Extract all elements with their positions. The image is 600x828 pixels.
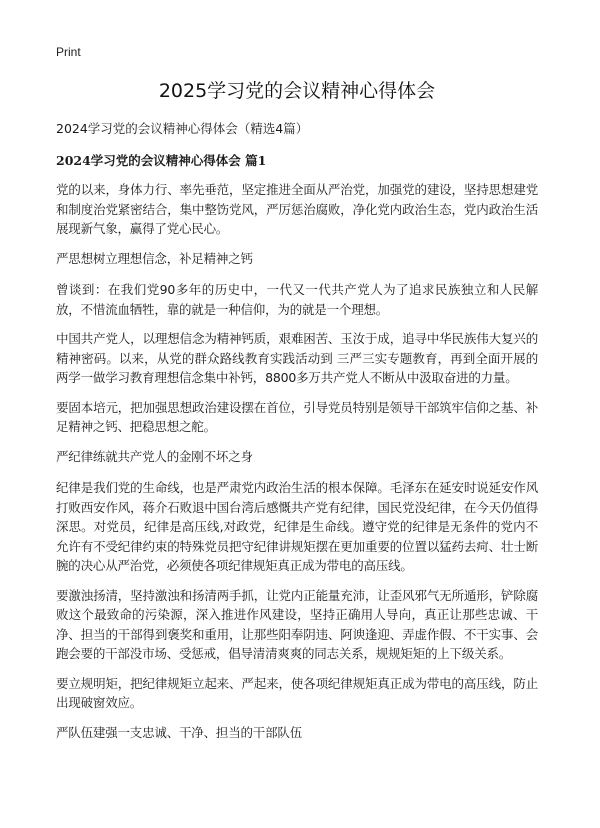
paragraph-subheading-team: 严队伍建强一支忠诚、干净、担当的干部队伍	[56, 724, 303, 740]
document-subtitle: 2024学习党的会议精神心得体会（精选4篇）	[56, 121, 309, 136]
document-title: 2025学习党的会议精神心得体会	[158, 80, 436, 102]
paragraph-clean: 要激浊扬清，坚持激浊和扬清两手抓，让党内正能量充沛，让歪风邪气无所遁形，铲除腐败这个最致命的污染源，深入推进作风建设，坚持正确用人导向，真正让那些忠诚、干净、担当的干部得到褒奖和重用，让那些阳奉阴违、阿谀逢迎、弄虚作假、不干实事、会跑会要的干部没市场、受惩戒，倡导清清爽爽的同志关系，规规矩矩的上下级关系。	[56, 587, 538, 661]
paragraph-subheading-ideals: 严思想树立理想信念，补足精神之钙	[56, 250, 253, 266]
paragraph-ideals: 中国共产党人，以理想信念为精神钙质，艰难困苦、玉汝于成，追寻中华民族伟大复兴的精神密码。以来，从党的群众路线教育实践活动到 三严三实专题教育，再到全面开展的两学一做学习教育理想信念集中补钙，8800多万共产党人不断从中汲取奋进的力量。	[56, 331, 538, 385]
paragraph-discipline: 纪律是我们党的生命线，也是严肃党内政治生活的根本保障。毛泽东在延安时说延安作风打败西安作风，蒋介石败退中国台湾后感慨共产党有纪律，国民党没纪律，在今天仍值得深思。对党员，纪律是高压线,对政党，纪律是生命线。遵守党的纪律是无条件的党内不允许有不受纪律约束的特殊党员把守纪律讲规矩摆在更加重要的位置以猛药去疴、壮士断腕的决心从严治党，必须使各项纪律规矩真正成为带电的高压线。	[56, 480, 538, 573]
section-heading: 2024学习党的会议精神心得体会 篇1	[56, 153, 267, 168]
paragraph-subheading-discipline: 严纪律练就共产党人的金刚不坏之身	[56, 448, 253, 464]
paragraph-rules: 要立规明矩，把纪律规矩立起来、严起来，使各项纪律规矩真正成为带电的高压线，防止出现破窗效应。	[56, 675, 538, 710]
print-link[interactable]: Print	[56, 45, 81, 59]
paragraph-history: 曾谈到：在我们党90多年的历史中，一代又一代共产党人为了追求民族独立和人民解放，不惜流血牺牲，靠的就是一种信仰，为的就是一个理想。	[56, 282, 538, 317]
paragraph-intro: 党的以来，身体力行、率先垂范，坚定推进全面从严治党，加强党的建设，坚持思想建党和制度治党紧密结合，集中整饬党风，严厉惩治腐败，净化党内政治生态，党内政治生活展现新气象，赢得了党心民心。	[56, 182, 538, 236]
paragraph-foundation: 要固本培元，把加强思想政治建设摆在首位，引导党员特别是领导干部筑牢信仰之基、补足精神之钙、把稳思想之舵。	[56, 399, 538, 434]
